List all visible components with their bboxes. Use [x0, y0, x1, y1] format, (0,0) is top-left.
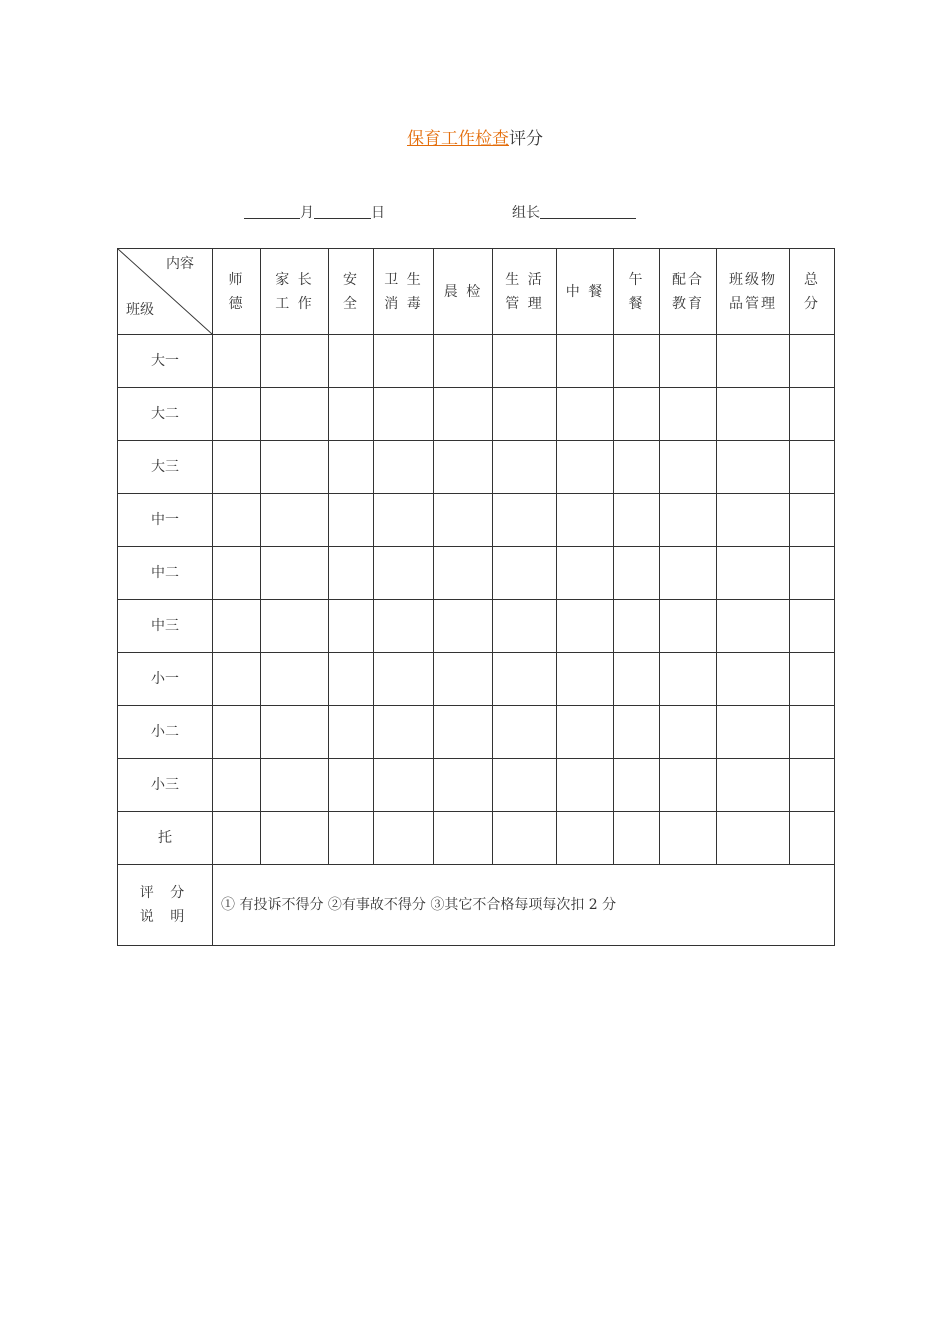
score-cell[interactable] [213, 759, 261, 812]
score-cell[interactable] [329, 759, 374, 812]
row-label: 中一 [118, 494, 213, 547]
score-cell[interactable] [790, 759, 835, 812]
score-cell[interactable] [434, 441, 493, 494]
leader-blank [540, 204, 636, 219]
score-cell[interactable] [557, 653, 614, 706]
score-cell[interactable] [261, 335, 329, 388]
score-cell[interactable] [557, 812, 614, 865]
score-cell[interactable] [493, 494, 557, 547]
row-label: 中三 [118, 600, 213, 653]
score-cell[interactable] [329, 547, 374, 600]
page-title [0, 124, 950, 149]
score-cell[interactable] [434, 759, 493, 812]
score-cell[interactable] [329, 441, 374, 494]
score-cell[interactable] [717, 494, 790, 547]
note-row [118, 865, 835, 946]
score-cell[interactable] [557, 494, 614, 547]
score-cell[interactable] [614, 494, 660, 547]
score-cell[interactable] [434, 494, 493, 547]
score-cell[interactable] [434, 335, 493, 388]
header-row [118, 249, 835, 335]
score-cell[interactable] [213, 547, 261, 600]
score-cell[interactable] [790, 653, 835, 706]
score-cell[interactable] [374, 600, 434, 653]
score-cell[interactable] [261, 494, 329, 547]
corner-cell [118, 249, 213, 335]
score-cell[interactable] [717, 600, 790, 653]
score-cell[interactable] [374, 494, 434, 547]
score-cell[interactable] [493, 441, 557, 494]
score-cell[interactable] [213, 600, 261, 653]
score-cell[interactable] [717, 759, 790, 812]
score-cell[interactable] [660, 388, 717, 441]
score-cell[interactable] [434, 547, 493, 600]
table-row [118, 441, 835, 494]
score-cell[interactable] [717, 812, 790, 865]
column-header: 班级物 品管理 [717, 249, 790, 335]
score-cell[interactable] [329, 653, 374, 706]
score-cell[interactable] [790, 706, 835, 759]
table-row [118, 706, 835, 759]
score-cell[interactable] [557, 706, 614, 759]
note-text: ① 有投诉不得分 ②有事故不得分 ③其它不合格每项每次扣 2 分 [213, 865, 835, 946]
column-header: 午 餐 [614, 249, 660, 335]
score-cell[interactable] [614, 706, 660, 759]
score-cell[interactable] [493, 653, 557, 706]
score-cell[interactable] [557, 600, 614, 653]
column-header: 配合 教育 [660, 249, 717, 335]
score-cell[interactable] [660, 706, 717, 759]
score-cell[interactable] [213, 388, 261, 441]
score-cell[interactable] [329, 812, 374, 865]
score-cell[interactable] [493, 759, 557, 812]
score-cell[interactable] [329, 600, 374, 653]
score-cell[interactable] [213, 335, 261, 388]
score-cell[interactable] [374, 335, 434, 388]
row-label: 小二 [118, 706, 213, 759]
row-label: 大二 [118, 388, 213, 441]
score-cell[interactable] [614, 335, 660, 388]
score-cell[interactable] [614, 653, 660, 706]
score-cell[interactable] [493, 547, 557, 600]
score-cell[interactable] [717, 335, 790, 388]
table-row [118, 653, 835, 706]
score-cell[interactable] [614, 759, 660, 812]
table-row [118, 547, 835, 600]
score-cell[interactable] [329, 706, 374, 759]
column-header: 安 全 [329, 249, 374, 335]
corner-top-label: 内容 [166, 256, 194, 272]
score-cell[interactable] [790, 388, 835, 441]
score-cell[interactable] [717, 547, 790, 600]
score-cell[interactable] [213, 653, 261, 706]
score-cell[interactable] [614, 547, 660, 600]
score-cell[interactable] [261, 706, 329, 759]
score-cell[interactable] [329, 494, 374, 547]
score-cell[interactable] [557, 759, 614, 812]
score-cell[interactable] [717, 441, 790, 494]
score-cell[interactable] [790, 812, 835, 865]
score-cell[interactable] [614, 600, 660, 653]
score-cell[interactable] [790, 547, 835, 600]
corner-bottom-label: 班级 [126, 302, 154, 318]
score-cell[interactable] [614, 812, 660, 865]
title-suffix: 评分 [509, 129, 543, 149]
day-blank [314, 204, 371, 219]
table-row [118, 494, 835, 547]
day-label: 日 [371, 205, 385, 221]
score-cell[interactable] [261, 812, 329, 865]
month-label: 月 [300, 205, 314, 221]
score-cell[interactable] [557, 441, 614, 494]
score-cell[interactable] [790, 335, 835, 388]
score-cell[interactable] [660, 494, 717, 547]
score-cell[interactable] [213, 812, 261, 865]
score-cell[interactable] [434, 812, 493, 865]
score-cell[interactable] [374, 547, 434, 600]
row-label: 大三 [118, 441, 213, 494]
score-cell[interactable] [329, 388, 374, 441]
month-blank [244, 204, 300, 219]
column-header: 中 餐 [557, 249, 614, 335]
score-cell[interactable] [790, 600, 835, 653]
row-label: 小一 [118, 653, 213, 706]
table-row [118, 812, 835, 865]
score-cell[interactable] [213, 441, 261, 494]
score-cell[interactable] [261, 547, 329, 600]
column-header: 家 长 工 作 [261, 249, 329, 335]
score-cell[interactable] [614, 388, 660, 441]
score-cell[interactable] [660, 547, 717, 600]
score-cell[interactable] [213, 494, 261, 547]
column-header: 卫 生 消 毒 [374, 249, 434, 335]
score-cell[interactable] [374, 441, 434, 494]
score-cell[interactable] [213, 706, 261, 759]
title-link[interactable]: 保育工作检查 [407, 129, 509, 149]
score-cell[interactable] [434, 600, 493, 653]
score-cell[interactable] [557, 547, 614, 600]
score-cell[interactable] [660, 812, 717, 865]
score-cell[interactable] [790, 494, 835, 547]
table-row [118, 759, 835, 812]
row-label: 托 [118, 812, 213, 865]
score-cell[interactable] [261, 388, 329, 441]
table-row [118, 600, 835, 653]
table-row [118, 335, 835, 388]
score-cell[interactable] [261, 600, 329, 653]
score-cell[interactable] [717, 653, 790, 706]
score-cell[interactable] [660, 759, 717, 812]
row-label: 大一 [118, 335, 213, 388]
score-cell[interactable] [374, 706, 434, 759]
score-cell[interactable] [493, 600, 557, 653]
column-header: 晨 检 [434, 249, 493, 335]
column-header: 总 分 [790, 249, 835, 335]
score-cell[interactable] [557, 335, 614, 388]
score-cell[interactable] [717, 706, 790, 759]
score-cell[interactable] [374, 759, 434, 812]
score-cell[interactable] [614, 441, 660, 494]
leader-label: 组长 [512, 205, 540, 221]
score-cell[interactable] [261, 653, 329, 706]
column-header: 生 活 管 理 [493, 249, 557, 335]
score-cell[interactable] [660, 600, 717, 653]
score-cell[interactable] [660, 653, 717, 706]
score-cell[interactable] [493, 388, 557, 441]
score-cell[interactable] [374, 653, 434, 706]
note-label: 评 分 说 明 [118, 865, 213, 946]
score-cell[interactable] [434, 653, 493, 706]
score-cell[interactable] [790, 441, 835, 494]
score-cell[interactable] [434, 388, 493, 441]
score-cell[interactable] [374, 812, 434, 865]
score-cell[interactable] [261, 759, 329, 812]
score-cell[interactable] [493, 706, 557, 759]
date-line [244, 202, 385, 222]
score-cell[interactable] [660, 441, 717, 494]
score-table [117, 248, 835, 946]
score-cell[interactable] [434, 706, 493, 759]
table-row [118, 388, 835, 441]
score-cell[interactable] [261, 441, 329, 494]
score-cell[interactable] [660, 335, 717, 388]
row-label: 中二 [118, 547, 213, 600]
row-label: 小三 [118, 759, 213, 812]
score-cell[interactable] [557, 388, 614, 441]
score-cell[interactable] [374, 388, 434, 441]
column-header: 师 德 [213, 249, 261, 335]
leader-line [512, 202, 636, 222]
score-cell[interactable] [493, 335, 557, 388]
score-cell[interactable] [329, 335, 374, 388]
score-cell[interactable] [717, 388, 790, 441]
score-cell[interactable] [493, 812, 557, 865]
